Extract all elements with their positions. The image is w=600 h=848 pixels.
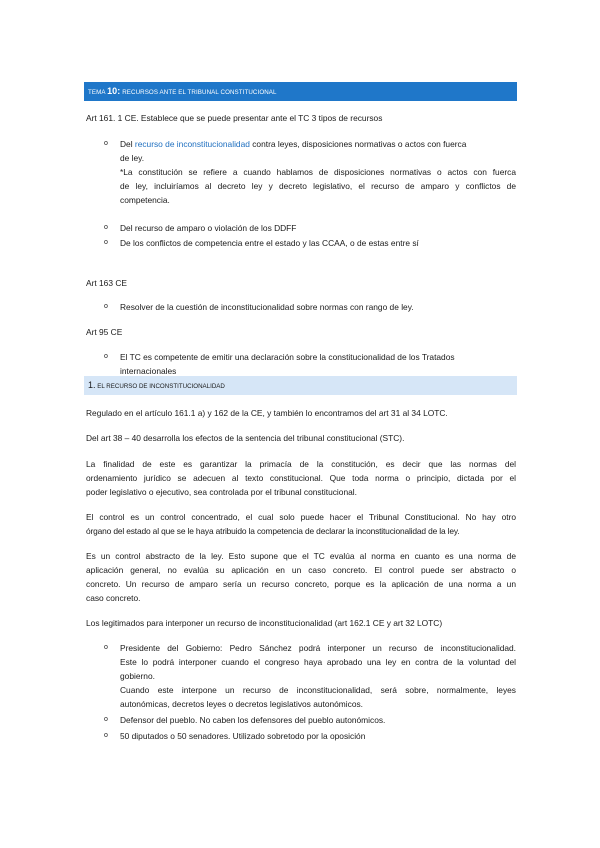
art161-bullet-2: Del recurso de amparo o violación de los DDFF — [120, 223, 297, 233]
para-abstracto-line2: aplicación general, no evalúa su aplicación en un caso concreto. El control puede ser abstracto o — [86, 565, 516, 575]
legit-bullet-1-line4: Cuando este interpone un recurso de inconstitucionalidad, será sobre, normalmente, leyes — [120, 685, 516, 695]
tema-label: TEMA — [88, 89, 108, 96]
para-control-line2: órgano del estado al que se le haya atribuido la competencia de declarar la inconstitucionalidad de la ley. — [86, 526, 460, 536]
art161-bullet-3: De los conflictos de competencia entre el estado y las CCAA, o de estas entre sí — [120, 238, 419, 248]
para-finalidad-line2: ordenamiento jurídico se adecuen al texto constitucional. Que toda norma o principio, dictada por el — [86, 473, 516, 483]
para-finalidad-line3: poder legislativo o ejecutivo, sea controlada por el tribunal constitucional. — [86, 487, 357, 497]
legit-bullet-1-line3: gobierno. — [120, 671, 155, 681]
para-control-line1: El control es un control concentrado, el cual solo puede hacer el Tribunal Constitucional. No hay otro — [86, 512, 516, 522]
para-efectos-stc: Del art 38 – 40 desarrolla los efectos de la sentencia del tribunal constitucional (STC). — [86, 433, 405, 443]
art161-note-line3: competencia. — [120, 195, 170, 205]
art161-intro: Art 161. 1 CE. Establece que se puede presentar ante el TC 3 tipos de recursos — [86, 113, 383, 123]
section1-banner — [84, 376, 517, 395]
section1-number: 1. — [88, 380, 96, 390]
bullet-marker: o — [104, 353, 108, 360]
text: Del — [120, 139, 135, 149]
art161-bullet-1-line2: de ley. — [120, 153, 145, 163]
art95-bullet-1-line1: El TC es competente de emitir una declaración sobre la constitucionalidad de los Tratados — [120, 352, 455, 362]
para-abstracto-line4: caso concreto. — [86, 593, 141, 603]
art163-heading: Art 163 CE — [86, 278, 127, 288]
para-legitimados: Los legitimados para interponer un recurso de inconstitucionalidad (art 162.1 CE y art 32 LOTC) — [86, 618, 443, 628]
bullet-marker: o — [104, 239, 108, 246]
bullet-marker: o — [104, 224, 108, 231]
tema-title: RECURSOS ANTE EL TRIBUNAL CONSTITUCIONAL — [120, 89, 277, 96]
section1-title: EL RECURSO DE INCONSTITUCIONALIDAD — [95, 383, 225, 390]
tema-header-banner — [84, 82, 517, 101]
para-finalidad-line1: La finalidad de este es garantizar la primacía de la constitución, es decir que las normas del — [86, 459, 516, 469]
bullet-marker: o — [104, 303, 108, 310]
art95-heading: Art 95 CE — [86, 327, 123, 337]
legit-bullet-1-line1: Presidente del Gobierno: Pedro Sánchez podrá interponer un recurso de inconstitucionalidad. — [120, 643, 516, 653]
legit-bullet-1-line5: autonómicas, decretos leyes o decretos legislativos autonómicos. — [120, 699, 364, 709]
legit-bullet-1-line2: Este lo podrá interponer cuando el congreso haya aprobado una ley en contra de la voluntad del — [120, 657, 516, 667]
art161-note-line1: *La constitución se refiere a cuando hablamos de disposiciones normativas o actos con fuerca — [120, 167, 516, 177]
legit-bullet-3: 50 diputados o 50 senadores. Utilizado sobretodo por la oposición — [120, 731, 366, 741]
art161-bullet-1 — [120, 137, 516, 151]
bullet-marker: o — [104, 732, 108, 739]
art161-note-line2: de ley, incluiríamos al decreto ley y decreto legislativo, el recurso de amparo y conflictos de — [120, 181, 516, 191]
bullet-marker: o — [104, 140, 108, 147]
bullet-marker: o — [104, 716, 108, 723]
bullet-marker: o — [104, 644, 108, 651]
legit-bullet-2: Defensor del pueblo. No caben los defensores del pueblo autonómicos. — [120, 715, 386, 725]
art163-bullet-1: Resolver de la cuestión de inconstitucionalidad sobre normas con rango de ley. — [120, 302, 414, 312]
text: contra leyes, disposiciones normativas o actos con fuerca — [249, 139, 467, 149]
recurso-inconstitucionalidad-link: recurso de inconstitucionalidad — [134, 139, 250, 149]
para-regulado: Regulado en el artículo 161.1 a) y 162 de la CE, y también lo encontramos del art 31 al 34 LOTC. — [86, 408, 448, 418]
para-abstracto-line1: Es un control abstracto de la ley. Esto supone que el TC evalúa al norma en cuanto es una norma de — [86, 551, 516, 561]
para-abstracto-line3: concreto. Un recurso de amparo sería un recurso concreto, porque es la aplicación de una norma a un — [86, 579, 516, 589]
tema-number: 10: — [107, 86, 121, 96]
art95-bullet-1-line2: internacionales — [120, 366, 177, 376]
